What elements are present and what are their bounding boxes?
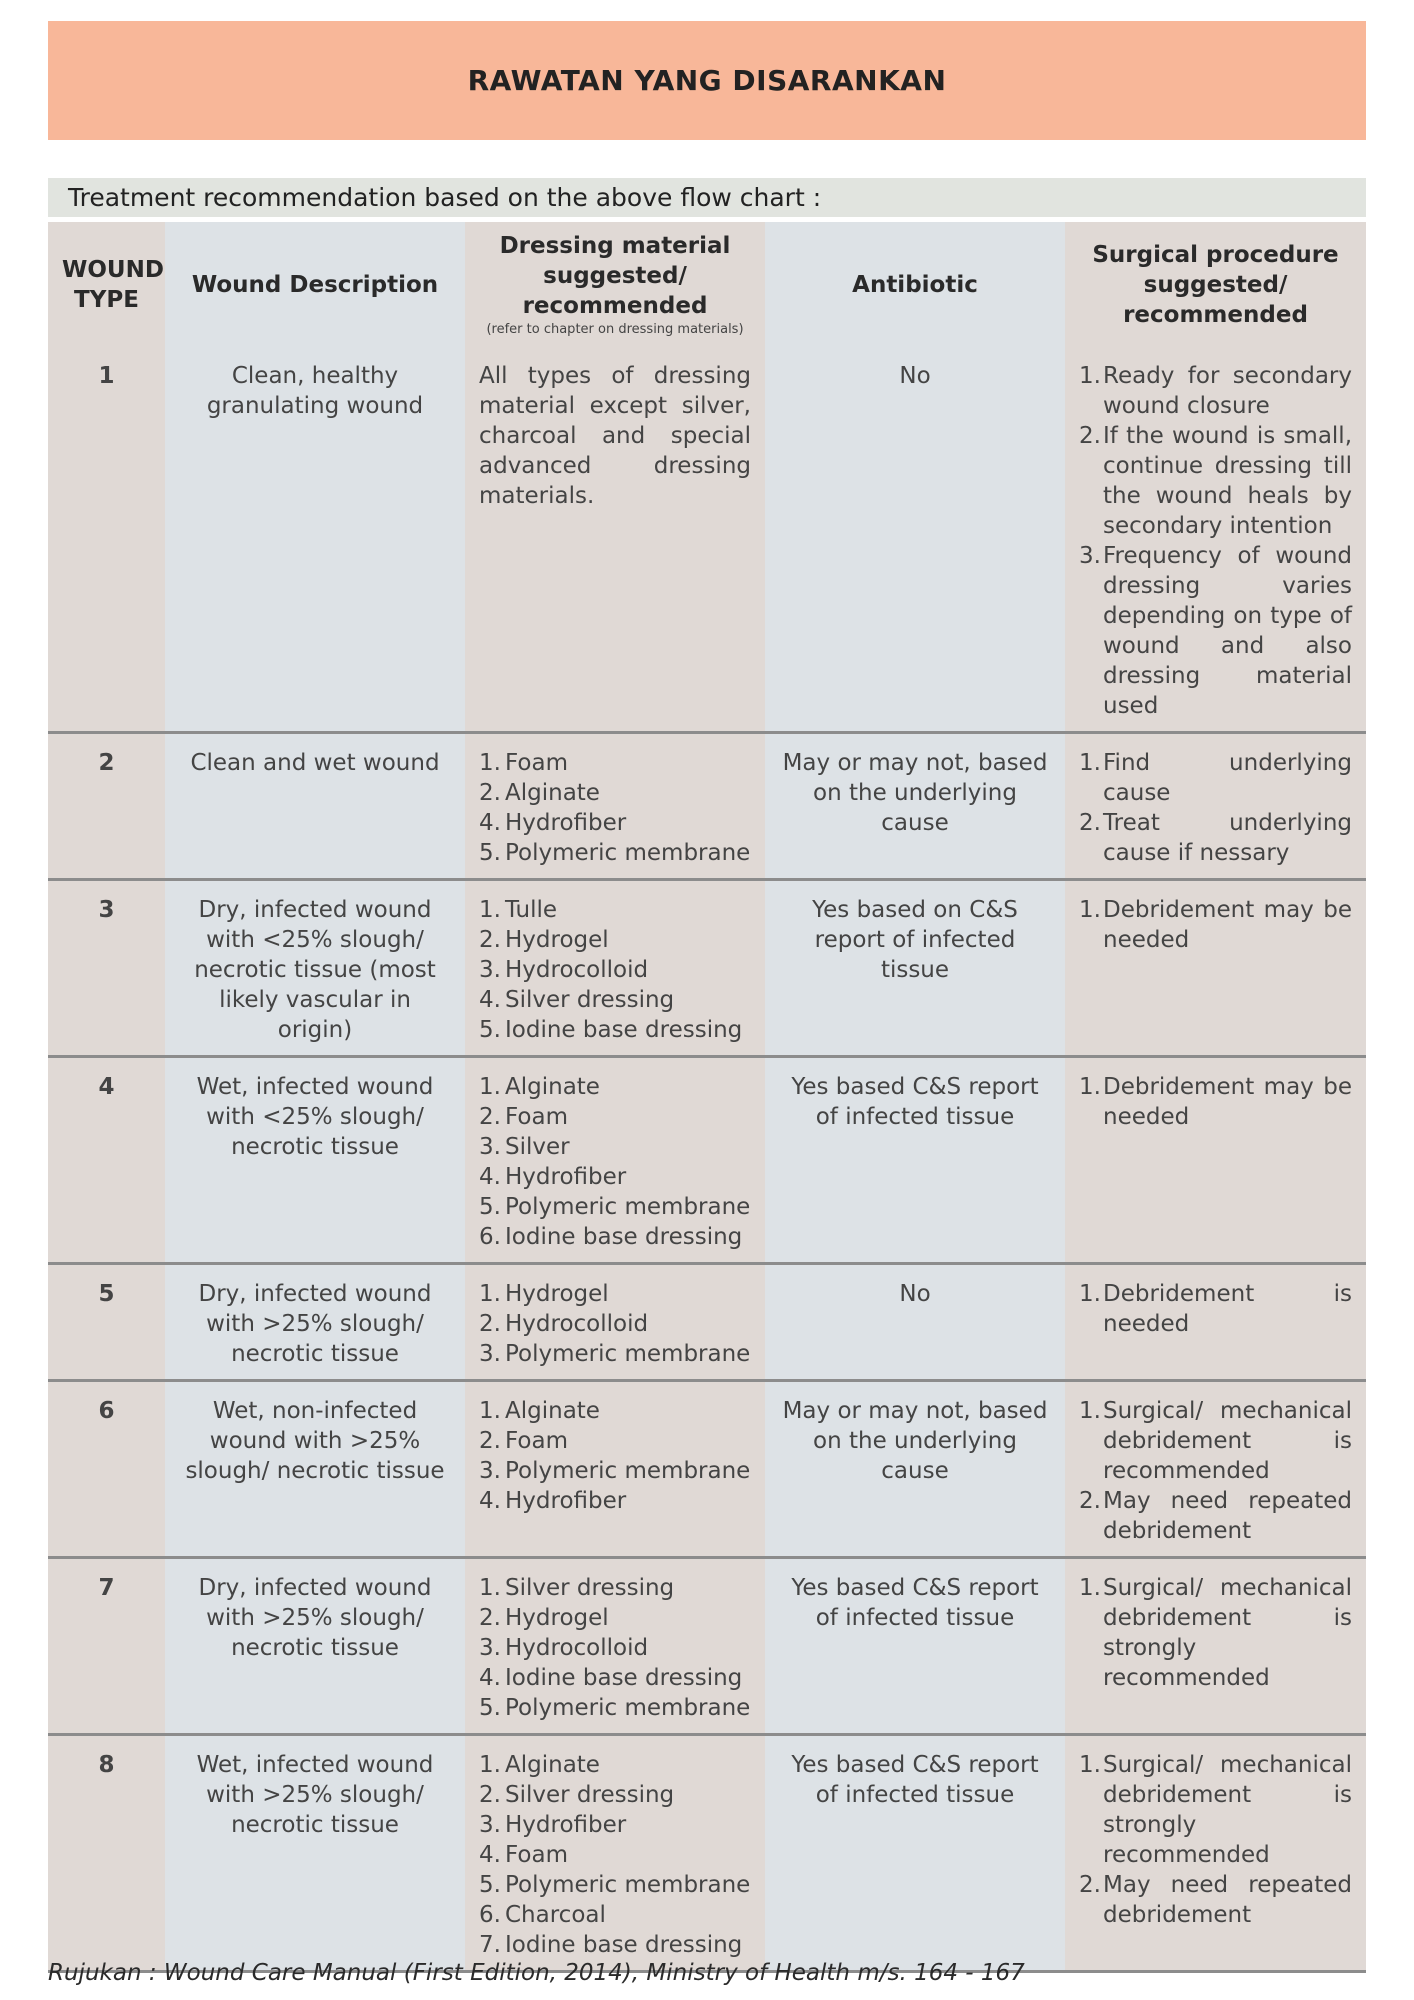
header-wound-description: Wound Description: [165, 222, 465, 347]
dressing-cell: [465, 880, 765, 1057]
dressing-item-number: 3.: [479, 1341, 501, 1367]
header-dressing-note: (refer to chapter on dressing materials): [486, 321, 744, 337]
surgical-list: [1079, 1072, 1352, 1132]
table-row: [48, 1381, 1366, 1558]
surgical-item: [1079, 1573, 1352, 1693]
header-surgical: Surgical procedure suggested/ recommended: [1065, 222, 1366, 347]
surgical-list: [1079, 748, 1352, 868]
surgical-cell: [1065, 880, 1366, 1057]
dressing-item-label: Polymeric membrane: [505, 1872, 751, 1898]
dressing-item-number: 4.: [479, 810, 501, 836]
dressing-item-label: Hydrofiber: [505, 810, 627, 836]
dressing-item: [479, 778, 751, 808]
surgical-item-label: Debridement may be needed: [1103, 897, 1352, 953]
wound-description-cell: Dry, infected wound with <25% slough/ necrotic tissue (most likely vascular in origin): [165, 880, 465, 1057]
surgical-item: [1079, 748, 1352, 808]
dressing-list: [479, 1750, 751, 1960]
surgical-item-label: May need repeated debridement: [1103, 1488, 1352, 1544]
dressing-item: [479, 955, 751, 985]
dressing-item: [479, 1633, 751, 1663]
dressing-item-number: 2.: [479, 1428, 501, 1454]
page-title: RAWATAN YANG DISARANKAN: [467, 64, 947, 97]
table-row: [48, 1264, 1366, 1381]
dressing-item-number: 4.: [479, 1665, 501, 1691]
dressing-item-number: 4.: [479, 1164, 501, 1190]
dressing-item-label: Foam: [505, 1842, 568, 1868]
surgical-item-label: Ready for secondary wound closure: [1103, 363, 1352, 419]
wound-type-cell: 1: [48, 347, 165, 733]
dressing-item: [479, 1132, 751, 1162]
wound-type-cell: 5: [48, 1264, 165, 1381]
surgical-list: [1079, 1573, 1352, 1693]
dressing-item-number: 1.: [479, 1398, 501, 1424]
dressing-item: [479, 1162, 751, 1192]
surgical-item: [1079, 541, 1352, 721]
surgical-item-number: 1.: [1079, 1575, 1101, 1601]
dressing-item: [479, 1015, 751, 1045]
dressing-item-label: Alginate: [505, 780, 600, 806]
table-row: [48, 1558, 1366, 1735]
dressing-item: [479, 808, 751, 838]
dressing-item-number: 2.: [479, 1605, 501, 1631]
dressing-item-number: 3.: [479, 957, 501, 983]
header-antibiotic: Antibiotic: [765, 222, 1065, 347]
surgical-item-number: 1.: [1079, 1074, 1101, 1100]
dressing-item: [479, 838, 751, 868]
dressing-item-label: Polymeric membrane: [505, 840, 751, 866]
surgical-item-number: 1.: [1079, 750, 1101, 776]
dressing-item-number: 5.: [479, 1695, 501, 1721]
dressing-item: [479, 1456, 751, 1486]
dressing-item-number: 5.: [479, 1017, 501, 1043]
dressing-cell: [465, 1735, 765, 1972]
dressing-item-label: Hydrocolloid: [505, 957, 649, 983]
dressing-list: [479, 748, 751, 868]
reference-footer: Rujukan : Wound Care Manual (First Edition, 2014), Ministry of Health m/s. 164 - 167: [48, 1960, 1025, 1986]
dressing-item-label: Tulle: [505, 897, 558, 923]
dressing-item-label: Hydrogel: [505, 927, 609, 953]
dressing-list: [479, 1573, 751, 1723]
dressing-list: [479, 1279, 751, 1369]
surgical-item-number: 2.: [1079, 1872, 1101, 1898]
antibiotic-cell: May or may not, based on the underlying cause: [765, 733, 1065, 880]
dressing-cell: [465, 1558, 765, 1735]
dressing-item-label: Hydrocolloid: [505, 1635, 649, 1661]
dressing-item-label: Alginate: [505, 1074, 600, 1100]
antibiotic-cell: No: [765, 347, 1065, 733]
dressing-item-label: Iodine base dressing: [505, 1017, 743, 1043]
surgical-item-number: 2.: [1079, 423, 1101, 449]
dressing-item-label: Silver dressing: [505, 987, 675, 1013]
dressing-item: [479, 1192, 751, 1222]
table-row: [48, 1735, 1366, 1972]
surgical-item-label: Surgical/ mechanical debridement is recommended: [1103, 1398, 1352, 1484]
dressing-item-label: Silver: [505, 1134, 570, 1160]
table-row: [48, 347, 1366, 733]
dressing-item-number: 1.: [479, 1575, 501, 1601]
dressing-item-label: Alginate: [505, 1398, 600, 1424]
wound-type-cell: 7: [48, 1558, 165, 1735]
dressing-item-number: 5.: [479, 840, 501, 866]
dressing-item-label: Hydrogel: [505, 1281, 609, 1307]
surgical-list: [1079, 895, 1352, 955]
dressing-item-label: Polymeric membrane: [505, 1458, 751, 1484]
dressing-item: [479, 1780, 751, 1810]
treatment-table: [48, 222, 1366, 1973]
dressing-item-number: 3.: [479, 1134, 501, 1160]
surgical-cell: [1065, 1381, 1366, 1558]
dressing-item-number: 2.: [479, 927, 501, 953]
wound-type-cell: 3: [48, 880, 165, 1057]
wound-description-cell: Dry, infected wound with >25% slough/ necrotic tissue: [165, 1558, 465, 1735]
dressing-item-number: 4.: [479, 1488, 501, 1514]
dressing-item-number: 4.: [479, 1842, 501, 1868]
dressing-item-number: 1.: [479, 1281, 501, 1307]
surgical-item-number: 2.: [1079, 1488, 1101, 1514]
dressing-cell: [465, 1381, 765, 1558]
table-body: [48, 347, 1366, 1972]
dressing-item-number: 3.: [479, 1458, 501, 1484]
dressing-item: [479, 1309, 751, 1339]
wound-description-cell: Dry, infected wound with >25% slough/ necrotic tissue: [165, 1264, 465, 1381]
dressing-item-label: Silver dressing: [505, 1575, 675, 1601]
dressing-item: [479, 1339, 751, 1369]
dressing-item-label: Hydrofiber: [505, 1164, 627, 1190]
dressing-item-label: Foam: [505, 1104, 568, 1130]
table-row: [48, 880, 1366, 1057]
dressing-item-label: Foam: [505, 1428, 568, 1454]
wound-type-cell: 2: [48, 733, 165, 880]
dressing-item: [479, 1603, 751, 1633]
table-row: [48, 733, 1366, 880]
dressing-item-label: Hydrofiber: [505, 1812, 627, 1838]
wound-description-cell: Wet, non-infected wound with >25% slough/ necrotic tissue: [165, 1381, 465, 1558]
surgical-cell: [1065, 1735, 1366, 1972]
dressing-item-number: 2.: [479, 780, 501, 806]
dressing-list: [479, 1396, 751, 1516]
surgical-list: [1079, 1396, 1352, 1546]
table-row: [48, 1057, 1366, 1264]
dressing-item-number: 1.: [479, 750, 501, 776]
dressing-item-number: 1.: [479, 1752, 501, 1778]
dressing-item-label: Hydrogel: [505, 1605, 609, 1631]
dressing-item: [479, 748, 751, 778]
surgical-item-number: 1.: [1079, 1752, 1101, 1778]
dressing-item-number: 3.: [479, 1812, 501, 1838]
antibiotic-cell: Yes based on C&S report of infected tissue: [765, 880, 1065, 1057]
dressing-item: [479, 1396, 751, 1426]
dressing-item: [479, 1102, 751, 1132]
surgical-item: [1079, 1486, 1352, 1546]
dressing-item: [479, 1663, 751, 1693]
surgical-cell: [1065, 347, 1366, 733]
surgical-item: [1079, 895, 1352, 955]
dressing-item: [479, 1840, 751, 1870]
dressing-item: [479, 1573, 751, 1603]
dressing-item-number: 1.: [479, 1074, 501, 1100]
surgical-cell: [1065, 1057, 1366, 1264]
surgical-item-number: 1.: [1079, 1281, 1101, 1307]
surgical-item: [1079, 1870, 1352, 1930]
surgical-item-label: Find underlying cause: [1103, 750, 1352, 806]
table-header: [48, 222, 1366, 347]
dressing-item: [479, 1900, 751, 1930]
surgical-item: [1079, 1279, 1352, 1339]
dressing-cell: [465, 733, 765, 880]
dressing-item-number: 7.: [479, 1932, 501, 1958]
dressing-item-number: 1.: [479, 897, 501, 923]
surgical-item-number: 1.: [1079, 363, 1101, 389]
dressing-text: All types of dressing material except silver, charcoal and special advanced dressing materials.: [479, 363, 751, 509]
dressing-item: [479, 1279, 751, 1309]
dressing-item-number: 5.: [479, 1194, 501, 1220]
antibiotic-cell: No: [765, 1264, 1065, 1381]
wound-type-cell: 8: [48, 1735, 165, 1972]
dressing-item-number: 6.: [479, 1224, 501, 1250]
dressing-item-label: Foam: [505, 750, 568, 776]
surgical-item-number: 1.: [1079, 897, 1101, 923]
surgical-item: [1079, 1750, 1352, 1870]
wound-description-cell: Clean and wet wound: [165, 733, 465, 880]
surgical-item-label: Treat underlying cause if nessary: [1103, 810, 1352, 866]
surgical-item-label: Debridement may be needed: [1103, 1074, 1352, 1130]
surgical-cell: [1065, 733, 1366, 880]
subheading: Treatment recommendation based on the above flow chart :: [48, 178, 1366, 217]
dressing-item-label: Iodine base dressing: [505, 1932, 743, 1958]
antibiotic-cell: Yes based C&S report of infected tissue: [765, 1057, 1065, 1264]
header-wound-type: WOUND TYPE: [48, 222, 165, 347]
dressing-item-label: Silver dressing: [505, 1782, 675, 1808]
antibiotic-cell: May or may not, based on the underlying cause: [765, 1381, 1065, 1558]
title-banner: [48, 21, 1366, 140]
surgical-item-number: 1.: [1079, 1398, 1101, 1424]
dressing-item: [479, 1930, 751, 1960]
surgical-item-label: Frequency of wound dressing varies depending on type of wound and also dressing material used: [1103, 543, 1352, 719]
wound-type-cell: 4: [48, 1057, 165, 1264]
surgical-item-number: 3.: [1079, 543, 1101, 569]
header-dressing-label: Dressing material suggested/ recommended: [499, 232, 731, 319]
dressing-item-number: 4.: [479, 987, 501, 1013]
surgical-item: [1079, 808, 1352, 868]
surgical-item: [1079, 361, 1352, 421]
wound-description-cell: Clean, healthy granulating wound: [165, 347, 465, 733]
surgical-item-label: Surgical/ mechanical debridement is strongly recommended: [1103, 1752, 1352, 1868]
dressing-item-number: 2.: [479, 1782, 501, 1808]
dressing-list: [479, 895, 751, 1045]
surgical-list: [1079, 361, 1352, 721]
dressing-item-label: Iodine base dressing: [505, 1665, 743, 1691]
dressing-item-label: Polymeric membrane: [505, 1194, 751, 1220]
surgical-list: [1079, 1279, 1352, 1339]
surgical-item-number: 2.: [1079, 810, 1101, 836]
dressing-cell: [465, 1057, 765, 1264]
dressing-item: [479, 925, 751, 955]
dressing-item: [479, 1750, 751, 1780]
dressing-item: [479, 1072, 751, 1102]
surgical-cell: [1065, 1558, 1366, 1735]
header-dressing: [465, 222, 765, 347]
surgical-cell: [1065, 1264, 1366, 1381]
antibiotic-cell: Yes based C&S report of infected tissue: [765, 1735, 1065, 1972]
surgical-item: [1079, 1396, 1352, 1486]
dressing-item: [479, 1222, 751, 1252]
dressing-cell: [465, 347, 765, 733]
wound-description-cell: Wet, infected wound with >25% slough/ necrotic tissue: [165, 1735, 465, 1972]
dressing-item-number: 6.: [479, 1902, 501, 1928]
dressing-item-number: 5.: [479, 1872, 501, 1898]
surgical-item: [1079, 421, 1352, 541]
dressing-item-number: 3.: [479, 1635, 501, 1661]
surgical-item-label: Surgical/ mechanical debridement is strongly recommended: [1103, 1575, 1352, 1691]
dressing-item-label: Polymeric membrane: [505, 1695, 751, 1721]
antibiotic-cell: Yes based C&S report of infected tissue: [765, 1558, 1065, 1735]
surgical-item: [1079, 1072, 1352, 1132]
surgical-item-label: If the wound is small, continue dressing till the wound heals by secondary intention: [1103, 423, 1352, 539]
dressing-item: [479, 985, 751, 1015]
wound-description-cell: Wet, infected wound with <25% slough/ necrotic tissue: [165, 1057, 465, 1264]
dressing-item-label: Charcoal: [505, 1902, 606, 1928]
dressing-item: [479, 1810, 751, 1840]
dressing-item-label: Alginate: [505, 1752, 600, 1778]
dressing-item-label: Hydrocolloid: [505, 1311, 649, 1337]
dressing-item-label: Polymeric membrane: [505, 1341, 751, 1367]
dressing-cell: [465, 1264, 765, 1381]
dressing-item: [479, 1870, 751, 1900]
dressing-item: [479, 1426, 751, 1456]
dressing-list: [479, 1072, 751, 1252]
dressing-item: [479, 1486, 751, 1516]
dressing-item-number: 2.: [479, 1104, 501, 1130]
surgical-list: [1079, 1750, 1352, 1930]
dressing-item-label: Iodine base dressing: [505, 1224, 743, 1250]
wound-type-cell: 6: [48, 1381, 165, 1558]
dressing-item-number: 2.: [479, 1311, 501, 1337]
surgical-item-label: Debridement is needed: [1103, 1281, 1352, 1337]
dressing-item: [479, 895, 751, 925]
dressing-item: [479, 1693, 751, 1723]
surgical-item-label: May need repeated debridement: [1103, 1872, 1352, 1928]
dressing-item-label: Hydrofiber: [505, 1488, 627, 1514]
